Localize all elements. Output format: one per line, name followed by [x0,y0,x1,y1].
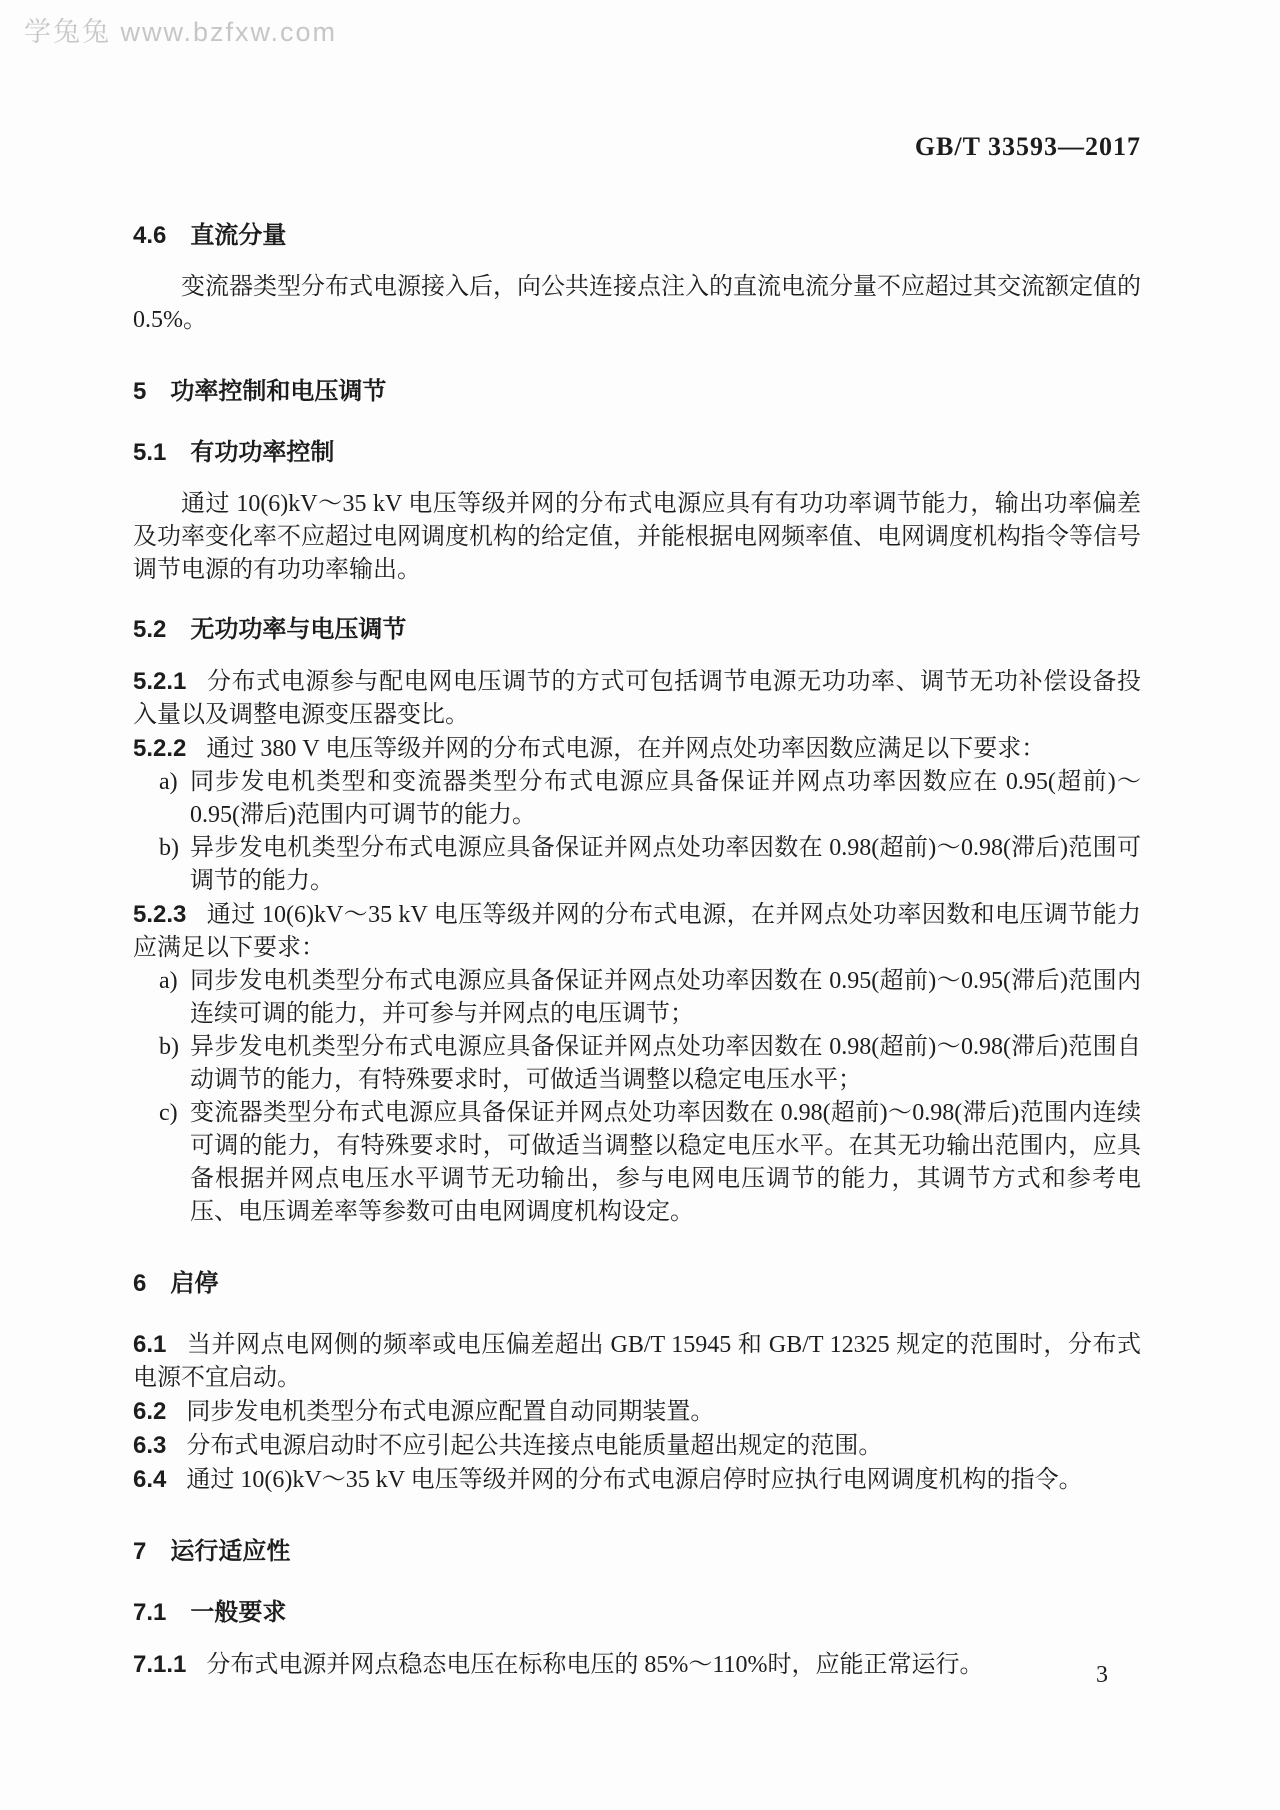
section-number: 5 [133,378,147,405]
section-heading [133,1267,1141,1300]
list-item-text: 同步发电机类型和变流器类型分布式电源应具备保证并网点功率因数应在 0.95(超前)～0.95(滞后)范围内可调节的能力。 [190,769,1141,828]
section-heading [133,375,1141,408]
list-item-text: 同步发电机类型分布式电源应具备保证并网点处功率因数在 0.95(超前)～0.95(滞后)范围内连续可调的能力，并可参与并网点的电压调节； [190,968,1141,1027]
section-heading [133,1596,1141,1629]
clause-text: 当并网点电网侧的频率或电压偏差超出 GB/T 15945 和 GB/T 12325 规定的范围时，分布式电源不宜启动。 [133,1332,1141,1391]
list-item-text: 异步发电机类型分布式电源应具备保证并网点处功率因数在 0.98(超前)～0.98(滞后)范围自动调节的能力，有特殊要求时，可做适当调整以稳定电压水平； [190,1034,1141,1093]
clause [133,1395,1141,1429]
clause [133,665,1141,732]
clause-text: 同步发电机类型分布式电源应配置自动同期装置。 [186,1399,715,1425]
section-title: 启停 [170,1270,219,1297]
standard-number: GB/T 33593—2017 [914,132,1141,161]
clause-text: 通过 10(6)kV～35 kV 电压等级并网的分布式电源，在并网点处功率因数和电压调节能力应满足以下要求： [133,902,1141,961]
clause-number: 6.3 [133,1432,167,1459]
clause-text: 分布式电源参与配电网电压调节的方式可包括调节电源无功功率、调节无功补偿设备投入量以及调整电源变压器变比。 [133,669,1141,728]
paragraph: 变流器类型分布式电源接入后，向公共连接点注入的直流电流分量不应超过其交流额定值的 0.5%。 [133,274,1141,333]
clause-number: 5.2.1 [133,668,187,695]
section-title: 一般要求 [190,1599,287,1626]
page-content [133,0,1141,1682]
section-heading [133,613,1141,646]
paragraph: 通过 10(6)kV～35 kV 电压等级并网的分布式电源应具有有功功率调节能力，输出功率偏差及功率变化率不应超过电网调度机构的给定值，并能根据电网频率值、电网调度机构指令等信号调节电源的有功功率输出。 [133,491,1141,583]
section-number: 7.1 [133,1599,167,1626]
list-item-marker: c) [159,1100,178,1126]
clause [133,1429,1141,1463]
clause-number: 5.2.2 [133,735,187,762]
clause [133,1648,1141,1682]
clause-text: 通过 380 V 电压等级并网的分布式电源，在并网点处功率因数应满足以下要求： [206,736,1046,762]
clause-number: 5.2.3 [133,901,187,928]
list-item [133,965,1141,1031]
list-item [133,832,1141,898]
section-number: 7 [133,1538,147,1565]
section-title: 有功功率控制 [190,439,335,466]
clause [133,1328,1141,1395]
clause [133,898,1141,965]
section-heading [133,219,1141,252]
list-item-text: 变流器类型分布式电源应具备保证并网点处功率因数在 0.98(超前)～0.98(滞后)范围内连续可调的能力，有特殊要求时，可做适当调整以稳定电压水平。在其无功输出范围内，应具备根据并网点电压水平调节无功输出，参与电网电压调节的能力，其调节方式和参考电压、电压调差率等参数可由电网调度机构设定。 [190,1100,1141,1225]
section-number: 4.6 [133,222,167,249]
clause-text: 分布式电源并网点稳态电压在标称电压的 85%～110%时，应能正常运行。 [206,1652,984,1678]
clause-number: 6.1 [133,1331,167,1358]
section-number: 5.1 [133,439,167,466]
clause-text: 通过 10(6)kV～35 kV 电压等级并网的分布式电源启停时应执行电网调度机构的指令。 [186,1467,1083,1493]
section-number: 6 [133,1270,147,1297]
clause [133,1463,1141,1497]
clause [133,732,1141,766]
section-number: 5.2 [133,616,167,643]
clause-text: 分布式电源启动时不应引起公共连接点电能质量超出规定的范围。 [186,1433,883,1459]
site-watermark: 学兔兔 www.bzfxw.com [24,17,338,47]
list-item [133,766,1141,832]
page-number: 3 [1096,1662,1108,1688]
list-item [133,1097,1141,1229]
section-title: 无功功率与电压调节 [190,616,407,643]
list-item [133,1031,1141,1097]
section-heading [133,1535,1141,1568]
list-item-marker: b) [159,1034,179,1060]
list-item-text: 异步发电机类型分布式电源应具备保证并网点处功率因数在 0.98(超前)～0.98(滞后)范围可调节的能力。 [190,835,1141,894]
list-item-marker: a) [159,968,178,994]
section-title: 功率控制和电压调节 [170,378,387,405]
section-title: 运行适应性 [170,1538,291,1565]
list-item-marker: b) [159,835,179,861]
section-heading [133,436,1141,469]
list-item-marker: a) [159,769,178,795]
section-title: 直流分量 [190,222,287,249]
clause-number: 7.1.1 [133,1651,187,1678]
clause-number: 6.2 [133,1398,167,1425]
clause-number: 6.4 [133,1466,167,1493]
